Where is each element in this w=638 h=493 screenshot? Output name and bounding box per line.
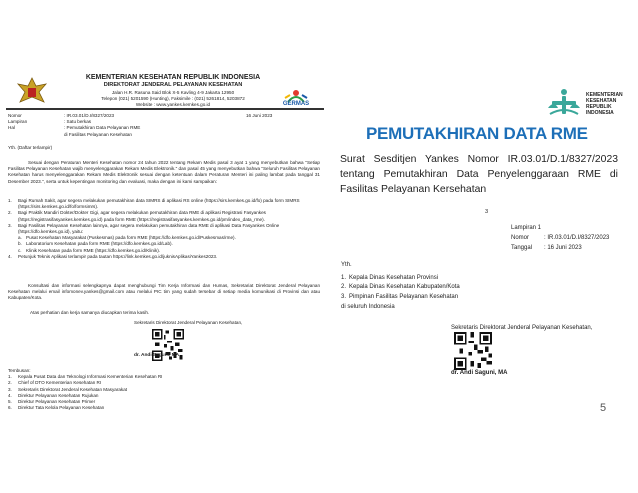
list-item: 4. Petunjuk Teknis Aplikasi terlampir pada tautan https://link.kemkes.go.id/juknisAplikasiYankes2023.: [8, 253, 218, 259]
list-item: 5. Direktur Pelayanan Kesehatan Primer: [8, 399, 96, 405]
signature-label: Sekretaris Direktorat Jenderal Pelayanan Kesehatan,: [134, 320, 243, 325]
letter-recipient: Yth. (Daftar terlampir): [8, 145, 53, 150]
list-item: 1. Bagi Rumah Sakit, agar segera melakukan pemutakhiran data SIMRS di aplikasi RS online (https://sirs.kemkes.go.id/fo) pada form SIMRS (https://sirs.kemkes.go.id/fo/formsimrs).: [8, 198, 300, 210]
meta-value: : Satu berkas: [64, 119, 92, 125]
letter-meta: [8, 113, 234, 138]
page-marker: 3: [485, 209, 489, 215]
signatory-name: dr. Andi Saguni, MA: [134, 353, 180, 358]
attachment-label: Lampiran 1: [511, 225, 542, 231]
letter-date: 16 Juni 2023: [246, 113, 273, 118]
wordmark-line: REPUBLIK: [586, 104, 612, 110]
meta-value: : IR.03.01/D.I/8327/2023: [64, 113, 115, 118]
list-item: 4. Direktur Pelayanan Kesehatan Rujukan: [8, 392, 99, 398]
list-item: 1. Kepala Pusat Data dan Teknologi Informasi Kementerian Kesehatan RI: [8, 374, 163, 380]
address-line: Jalan H.R. Rasuna Said Blok X-5 Kavling 4-9 Jakarta 12950: [111, 90, 235, 95]
list-item: 2. Bagi Praktik Mandiri Dokter/Dokter Gigi, agar segera melakukan pemutakhiran data RME di aplikasi Registrasi Fasyankes (https://registrasifasyankes.kemkes.go.id) pada form RME (https://registrasifasyankes.kemkes.go.id/pm/index_data_rme).: [8, 210, 266, 222]
meta-value: : IR.03.01/D.I/8327/2023: [544, 235, 610, 241]
list-subitem: c. Klinik Kesehatan pada form RME (https://dfo.kemkes.go.id/Klinik).: [18, 247, 161, 253]
kemkes-wordmark: [586, 92, 623, 116]
slide-number: 5: [600, 402, 607, 414]
list-item: 2. Chief of DTO Kementerian Kesehatan RI: [8, 380, 102, 386]
letterhead-subtitle: DIREKTORAT JENDERAL PELAYANAN KESEHATAN: [103, 82, 243, 88]
recipient-salutation: Yth.: [341, 262, 352, 268]
signatory-name: dr. Andi Saguni, MA: [451, 370, 508, 376]
letter-instructions: [8, 198, 320, 260]
meta-key: Nomor: [511, 235, 530, 241]
list-item: 2. Kepala Dinas Kesehatan Kabupaten/Kota: [341, 284, 460, 291]
list-subitem: b. Laboratorium Kesehatan pada form RME (https://dfo.kemkes.go.id/Lab).: [18, 241, 173, 247]
letterhead-address: [58, 90, 288, 108]
recipient-tail: di seluruh Indonesia: [341, 303, 395, 310]
wordmark-line: KESEHATAN: [586, 98, 617, 104]
list-item: 1. Kepala Dinas Kesehatan Provinsi: [341, 274, 439, 281]
germas-label: GERMAS: [282, 101, 310, 107]
list-item: 3. Pimpinan Fasilitas Pelayanan Kesehatan: [341, 294, 459, 301]
kemkes-logo-icon: [544, 86, 584, 120]
list-item: 3. Sekretaris Direktorat Jenderal Kesehatan Masyarakat: [8, 386, 128, 392]
letter-paragraph: Konsultasi dan informasi selengkapnya dapat menghubungi Tim Kerja Informasi dan Humas, Sekretariat Direktorat Jenderal Pelayanan Kesehatan melalui email infomonev.yankes@gmail.com atau melalui PIC tim yang sudah tersebar di setiap media komunikasi di Provinsi dan atau Kabupaten/Kota.: [8, 283, 320, 301]
slide-summary: Surat Sesditjen Yankes Nomor IR.03.01/D.1/8327/2023 tentang Pemutakhiran Data Penyelenggaraan RME di Fasilitas Pelayanan Kersehatan: [340, 154, 618, 195]
meta-value: : 16 Juni 2023: [544, 245, 582, 251]
letter-paragraph: Sesuai dengan Peraturan Menteri Kesehatan nomor 24 tahun 2022 tentang Rekam Medis pasal 3 ayat 1 yang menyebutkan bahwa "Setiap Fasilitas Pelayanan Kesehatan wajib menyelenggarakan Rekam Medis Elektronik." dan pasal 45 yang menyebutkan bahwa "Seluruh Fasilitas Pelayanan Kesehatan harus menyelenggarakan Rekam Medis Elektronik sesuai dengan ketentuan dalam Peraturan Menteri ini paling lambat pada tanggal 31 Desember 2023.", serta untuk kepentingan monitoring dan evaluasi, maka dengan ini kami sampaikan:: [8, 160, 320, 184]
garuda-emblem-icon: [14, 74, 50, 110]
tembusan-title: Tembusan:: [8, 368, 31, 373]
meta-key: Lampiran: [8, 119, 28, 125]
meta-value: : Pemutakhiran Data Pelayanan RME: [64, 125, 141, 131]
recipient-list: [341, 261, 460, 313]
list-subitem: a. Pusat Kesehatan Masyarakat (Puskesmas) pada form RME (https://dfo.kemkes.go.id/Puskesmas/rme).: [18, 235, 236, 241]
meta-key: Tanggal: [511, 245, 533, 251]
letterhead-divider: [6, 108, 324, 110]
signature-label: Sekretaris Direktorat Jenderal Pelayanan Kesehatan,: [451, 325, 593, 331]
wordmark-line: KEMENTERIAN: [586, 92, 623, 98]
tembusan-list: [8, 368, 162, 411]
address-line: Website : www.yankes.kemkes.go.id: [135, 102, 211, 107]
meta-value: di Fasilitas Pelayanan Kesehatan: [64, 131, 132, 137]
slide-headline: PEMUTAKHIRAN DATA RME: [366, 124, 588, 143]
meta-key: Nomor: [8, 113, 22, 118]
list-item: 6. Direktur Tata Kelola Pelayanan Kesehatan: [8, 405, 105, 411]
address-line: Telepon (021) 5201590 (Hunting), Faksimile : (021) 5261814, 5203872: [101, 96, 245, 101]
list-item: 3. Bagi Fasilitas Pelayanan Kesehatan lainnya, agar segera melakukan pemutakhiran data RME di aplikasi Data Fasyankes Online (https://dfo.kemkes.go.id), yaitu:: [8, 222, 280, 235]
letterhead-title: KEMENTERIAN KESEHATAN REPUBLIK INDONESIA: [85, 74, 261, 81]
attachment-meta: [511, 223, 609, 253]
letter-closing: Atas perhatian dan kerja samanya diucapkan terima kasih.: [30, 310, 150, 315]
qr-code-icon: [452, 332, 494, 370]
wordmark-line: INDONESIA: [586, 110, 614, 116]
meta-key: Hal: [8, 125, 15, 131]
